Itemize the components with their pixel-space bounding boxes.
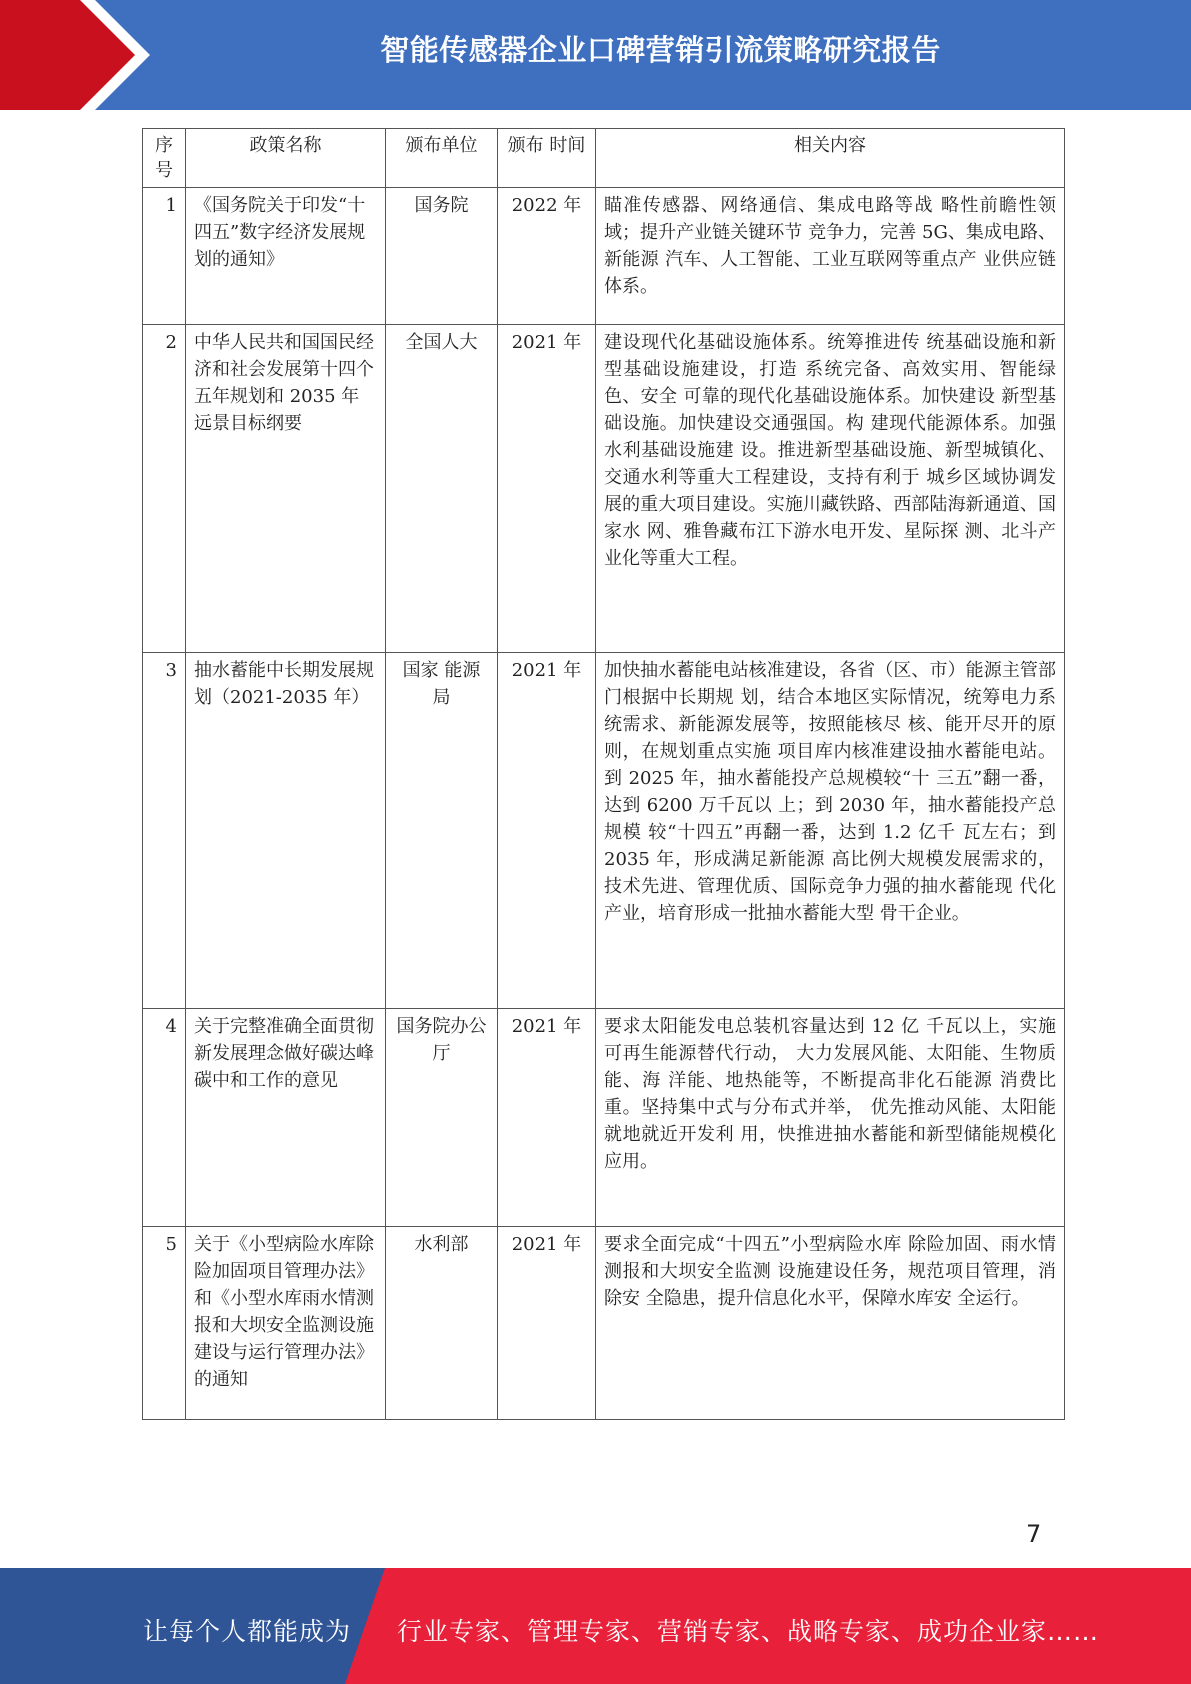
policy-name: 关于《小型病险水库除险加固项目管理办法》和《小型水库雨水情测报和大坝安全监测设施建设与运行管理办法》的通知 (186, 1227, 386, 1420)
page-number: 7 (1026, 1520, 1042, 1548)
table-row (143, 325, 1065, 653)
row-index: 4 (143, 1009, 186, 1227)
report-title: 智能传感器企业口碑营销引流策略研究报告 (380, 33, 941, 67)
table-row (143, 1227, 1065, 1420)
table-header-row (143, 129, 1065, 188)
issuing-unit: 国家 能源局 (386, 653, 498, 1009)
row-index: 1 (143, 188, 186, 325)
related-content: 要求太阳能发电总装机容量达到 12 亿 千瓦以上，实施可再生能源替代行动， 大力发展风能、太阳能、生物质能、海 洋能、地热能等，不断提高非化石能源 消费比重。坚持集中式与分布式并举， 优先推动风能、太阳能就地就近开发利 用，快推进抽水蓄能和新型储能规模化 应用。 (596, 1009, 1065, 1227)
related-content: 瞄准传感器、网络通信、集成电路等战 略性前瞻性领域；提升产业链关键环节 竞争力，完善 5G、集成电路、新能源 汽车、人工智能、工业互联网等重点产 业供应链体系。 (596, 188, 1065, 325)
header-related-content: 相关内容 (596, 129, 1065, 188)
footer-slogan-left: 让每个人都能成为 (143, 1617, 352, 1646)
related-content: 要求全面完成“十四五”小型病险水库 除险加固、雨水情测报和大坝安全监测 设施建设任务，规范项目管理，消除安 全隐患，提升信息化水平，保障水库安 全运行。 (596, 1227, 1065, 1420)
policy-name: 中华人民共和国国民经济和社会发展第十四个五年规划和 2035 年远景目标纲要 (186, 325, 386, 653)
header-issuing-unit: 颁布单位 (386, 129, 498, 188)
page-header (0, 0, 1191, 110)
table-row (143, 1009, 1065, 1227)
table-row (143, 653, 1065, 1009)
table-row (143, 188, 1065, 325)
header-policy-name: 政策名称 (186, 129, 386, 188)
policy-name: 《国务院关于印发“十四五”数字经济发展规划的通知》 (186, 188, 386, 325)
related-content: 加快抽水蓄能电站核准建设，各省（区、市）能源主管部门根据中长期规 划，结合本地区实际情况，统筹电力系 统需求、新能源发展等，按照能核尽 核、能开尽开的原则，在规划重点实施 项目库内核准建设抽水蓄能电站。到 2025 年，抽水蓄能投产总规模较“十 三五”翻一番，达到 6200 万千瓦以 上；到 2030 年，抽水蓄能投产总规模 较“十四五”再翻一番，达到 1.2 亿千 瓦左右；到 2035 年，形成满足新能源 高比例大规模发展需求的，技术先进、管理优质、国际竞争力强的抽水蓄能现 代化产业，培育形成一批抽水蓄能大型 骨干企业。 (596, 653, 1065, 1009)
row-index: 5 (143, 1227, 186, 1420)
issue-time: 2021 年 (498, 653, 596, 1009)
related-content: 建设现代化基础设施体系。统筹推进传 统基础设施和新型基础设施建设，打造 系统完备、高效实用、智能绿色、安全 可靠的现代化基础设施体系。加快建设 新型基础设施。加快建设交通强国。构 建现代能源体系。加强水利基础设施建 设。推进新型基础设施、新型城镇化、 交通水利等重大工程建设，支持有利于 城乡区域协调发展的重大项目建设。实施川藏铁路、西部陆海新通道、国家水 网、雅鲁藏布江下游水电开发、星际探 测、北斗产业化等重大工程。 (596, 325, 1065, 653)
policy-name: 抽水蓄能中长期发展规划（2021-2035 年） (186, 653, 386, 1009)
footer-slogan-right: 行业专家、管理专家、营销专家、战略专家、成功企业家…… (397, 1617, 1100, 1646)
row-index: 2 (143, 325, 186, 653)
issuing-unit: 国务院 (386, 188, 498, 325)
issuing-unit: 水利部 (386, 1227, 498, 1420)
issue-time: 2022 年 (498, 188, 596, 325)
page-footer (0, 1568, 1191, 1684)
header-issue-time: 颁布 时间 (498, 129, 596, 188)
issuing-unit: 国务院办公厅 (386, 1009, 498, 1227)
issue-time: 2021 年 (498, 1227, 596, 1420)
header-index: 序号 (143, 129, 186, 188)
issue-time: 2021 年 (498, 1009, 596, 1227)
policy-name: 关于完整准确全面贯彻新发展理念做好碳达峰碳中和工作的意见 (186, 1009, 386, 1227)
policy-table (142, 128, 1065, 1420)
issue-time: 2021 年 (498, 325, 596, 653)
row-index: 3 (143, 653, 186, 1009)
issuing-unit: 全国人大 (386, 325, 498, 653)
